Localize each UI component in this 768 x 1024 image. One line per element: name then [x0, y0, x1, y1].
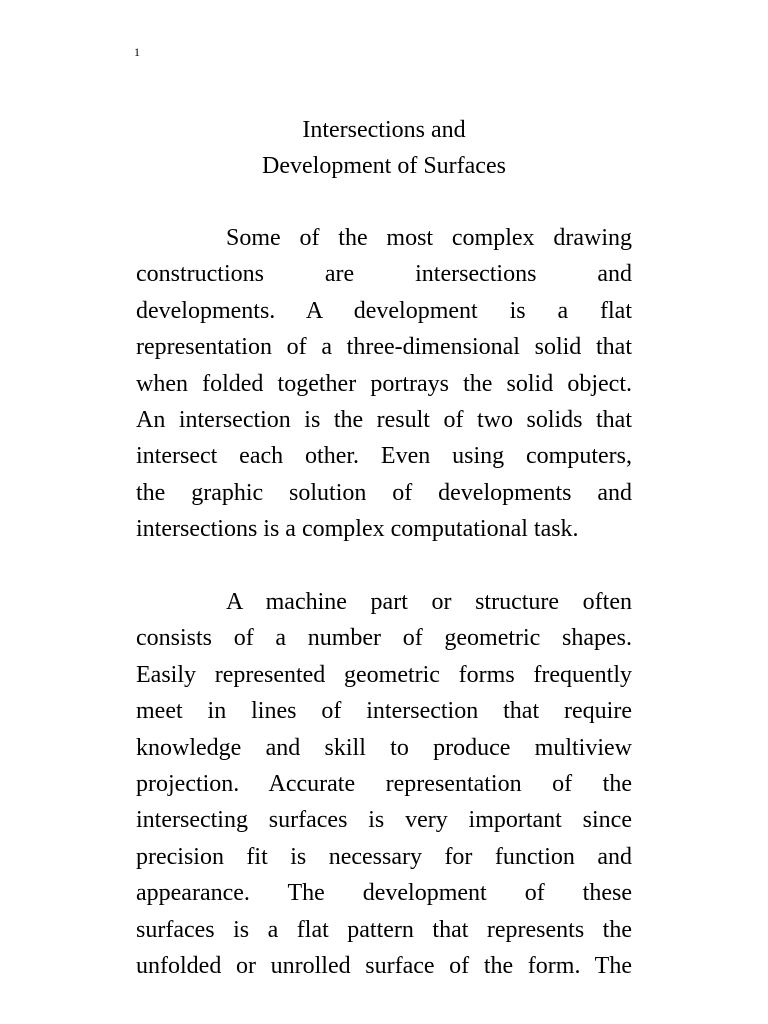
paragraph-2 [136, 584, 632, 984]
document-title [136, 112, 632, 184]
paragraph-line: representation of a three-dimensional solid that [136, 334, 632, 361]
paragraph-line: unfolded or unrolled surface of the form. The [136, 952, 632, 979]
paragraph-line: developments. A development is a flat [136, 297, 632, 324]
paragraph-line: constructions are intersections and [136, 261, 632, 288]
paragraph-1 [136, 220, 632, 548]
paragraph-line: when folded together portrays the solid object. [136, 370, 632, 397]
title-line-1: Intersections and [302, 117, 466, 143]
page-number: 1 [134, 45, 140, 59]
paragraph-line: appearance. The development of these [136, 880, 632, 907]
paragraph-line: Easily represented geometric forms frequently [136, 661, 632, 688]
paragraph-line: the graphic solution of developments and [136, 479, 632, 506]
paragraph-line: projection. Accurate representation of the [136, 770, 632, 797]
paragraph-line: consists of a number of geometric shapes. [136, 625, 632, 652]
paragraph-line: intersections is a complex computational task. [136, 516, 579, 543]
paragraph-line: knowledge and skill to produce multiview [136, 734, 632, 761]
paragraph-line: precision fit is necessary for function and [136, 843, 632, 870]
title-line-2: Development of Surfaces [262, 153, 506, 179]
paragraph-line: surfaces is a flat pattern that represents the [136, 916, 632, 943]
paragraph-line: A machine part or structure often [226, 589, 632, 615]
paragraph-line: intersecting surfaces is very important since [136, 807, 632, 834]
paragraph-line: intersect each other. Even using computers, [136, 443, 632, 470]
paragraph-line: meet in lines of intersection that require [136, 698, 632, 725]
paragraph-line: Some of the most complex drawing [226, 225, 632, 251]
paragraph-line: An intersection is the result of two solids that [136, 406, 632, 433]
